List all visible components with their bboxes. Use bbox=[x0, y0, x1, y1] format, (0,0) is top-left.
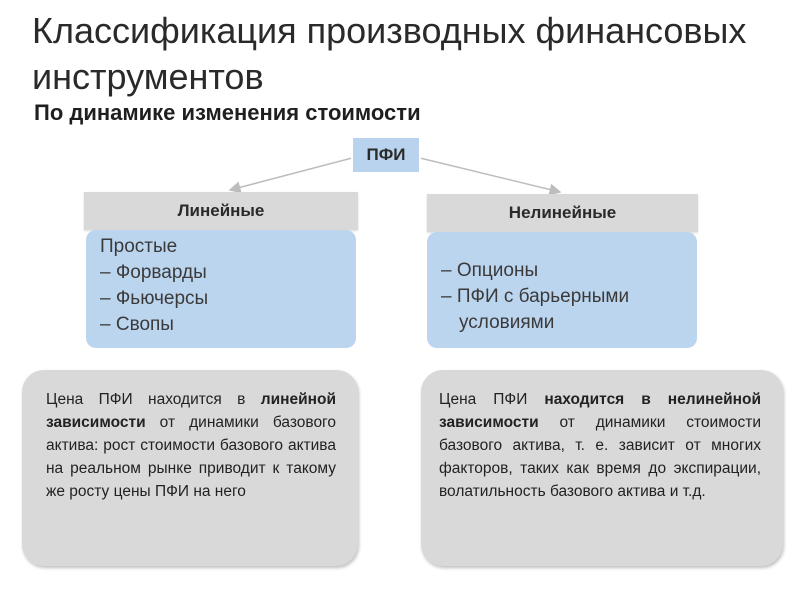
list-item: – Фьючерсы bbox=[100, 288, 209, 309]
connector-right bbox=[420, 158, 560, 192]
linear-description bbox=[22, 370, 358, 566]
page-title: Классификация производных финансовых инструментов bbox=[32, 10, 747, 97]
nonlinear-description bbox=[421, 370, 783, 566]
description-emphasis: находится в нелинейной зависимости bbox=[439, 391, 761, 431]
description-emphasis: линейной зависимости bbox=[46, 391, 336, 431]
connector-left bbox=[230, 158, 352, 190]
description-text: от динамики базового актива: рост стоимости базового актива на реальном рынке приводит к такому же росту цены ПФИ на него bbox=[46, 414, 336, 500]
description-text: от динамики стоимости базового актива, т. е. зависит от многих факторов, таких как время до экспирации, волатильность базового актива и т.д. bbox=[439, 414, 761, 500]
page-subtitle: По динамике изменения стоимости bbox=[34, 100, 421, 125]
root-node-pfi: ПФИ bbox=[351, 136, 421, 174]
list-item: – ПФИ с барьерными bbox=[441, 286, 630, 307]
list-item: – Форварды bbox=[100, 262, 207, 283]
list-item: – Опционы bbox=[441, 260, 539, 281]
list-item: условиями bbox=[459, 312, 555, 333]
linear-items-list bbox=[86, 230, 356, 348]
category-nonlinear-header: Нелинейные bbox=[427, 194, 698, 232]
list-item: – Свопы bbox=[100, 314, 174, 335]
list-item: Простые bbox=[100, 236, 178, 257]
description-text: Цена ПФИ bbox=[439, 391, 545, 408]
category-linear-header: Линейные bbox=[84, 192, 358, 230]
description-text: Цена ПФИ находится в bbox=[46, 391, 261, 408]
nonlinear-items-list bbox=[427, 232, 697, 348]
